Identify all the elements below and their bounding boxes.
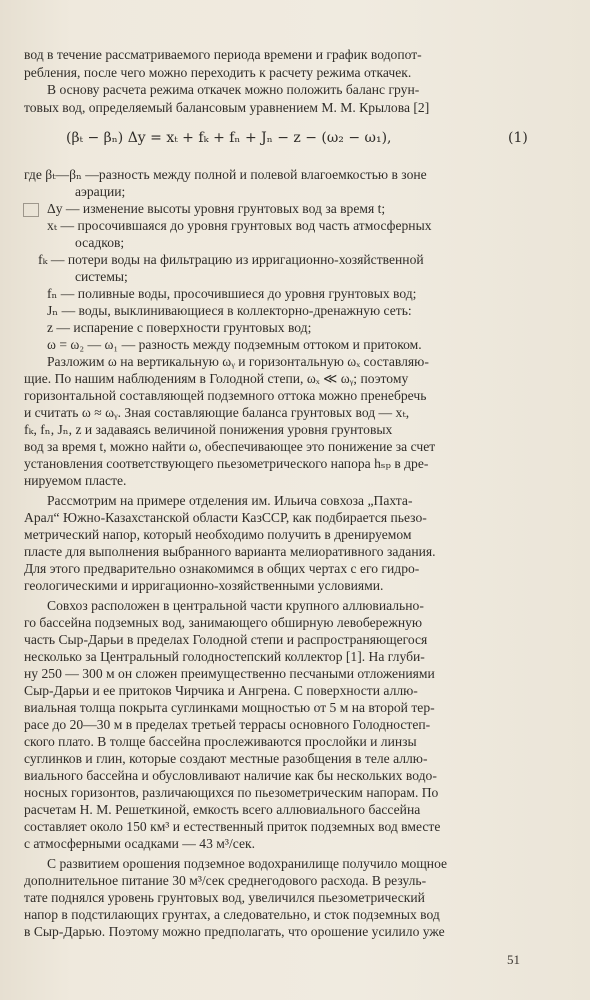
text-line: метрический напор, который необходимо получить в дренируемом — [24, 527, 412, 542]
text-line: напор в подстилающих грунтах, а следовательно, и сток подземных вод — [24, 907, 440, 922]
text-line: с атмосферными осадками — 43 м³/сек. — [24, 836, 255, 851]
text-line: расе до 20—30 м в пределах третьей террасы основного Голодностеп- — [24, 717, 431, 732]
text-line: расчетам Н. М. Решеткиной, емкость всего аллювиального бассейна — [24, 802, 421, 817]
text-line: вод за время t, можно найти ω, обеспечивающее это понижение за счет — [24, 439, 436, 454]
text-line: аэрации; — [75, 184, 126, 199]
text-line: где βₜ—βₙ —разность между полной и полевой влагоемкостью в зоне — [24, 167, 427, 182]
text-line: Сыр-Дарьи и ее притоков Чирчика и Ангрена. С поверхности аллю- — [24, 683, 418, 698]
text-line: виального бассейна и обусловливают наличие как бы нескольких водо- — [24, 768, 437, 783]
text-line: горизонтальной составляющей подземного оттока можно пренебречь — [24, 388, 427, 403]
text-line: тате поднялся уровень грунтовых вод, увеличился пьезометрический — [24, 890, 425, 905]
text-line: системы; — [75, 269, 128, 284]
balance-equation: (βₜ − βₙ) Δy = xₜ + fₖ + fₙ + Jₙ − z − (ω₂ − ω₁), — [66, 130, 392, 146]
text-line: С развитием орошения подземное водохранилище получило мощное — [47, 856, 448, 871]
text-line: щие. По нашим наблюдениям в Голодной степи, ωₓ ≪ ωᵧ; поэтому — [24, 371, 409, 386]
text-line: часть Сыр-Дарьи в пределах Голодной степи и распространяющегося — [24, 632, 428, 647]
text-line: Разложим ω на вертикальную ωᵧ и горизонтальную ωₓ составляю- — [47, 354, 429, 369]
text-line: дополнительное питание 30 м³/сек среднегодового расхода. В резуль- — [24, 873, 427, 888]
text-line: Совхоз расположен в центральной части крупного аллювиально- — [47, 598, 424, 613]
text-line: xₜ — просочившаяся до уровня грунтовых вод часть атмосферных — [47, 218, 432, 233]
text-line: В основу расчета режима откачек можно положить баланс грун- — [47, 82, 420, 97]
text-line: носных горизонтов, различающихся по пьезометрическим напорам. По — [24, 785, 439, 800]
text-line: в Сыр-Дарью. Поэтому можно предполагать, что орошение усилило уже — [24, 924, 445, 939]
text-line: товых вод, определяемый балансовым уравнением М. М. Крылова [2] — [24, 100, 430, 115]
text-line: ω = ω₂ — ω₁ — разность между подземным оттоком и притоком. — [47, 337, 422, 352]
text-line: установления соответствующего пьезометрического напора hₛₚ в дре- — [24, 456, 429, 471]
text-line: геологическими и ирригационно-хозяйственными условиями. — [24, 578, 384, 593]
text-line: Арал“ Южно-Казахстанской области КазССР, как подбирается пьезо- — [24, 510, 427, 525]
text-line: ну 250 — 300 м он сложен преимущественно песчаными отложениями — [24, 666, 435, 681]
text-line: составляет около 150 км³ и естественный приток подземных вод вместе — [24, 819, 441, 834]
text-line: вод в течение рассматриваемого периода времени и график водопот- — [24, 47, 422, 62]
text-line: z — испарение с поверхности грунтовых вод; — [47, 320, 312, 335]
text-line: ребления, после чего можно переходить к расчету режима откачек. — [24, 65, 412, 80]
page-number: 51 — [507, 952, 520, 967]
equation-number: (1) — [508, 130, 528, 146]
text-line: виальная толща покрыта суглинками мощностью от 5 м на второй тер- — [24, 700, 435, 715]
text-line: суглинков и глин, которые создают местные разобщения в теле аллю- — [24, 751, 428, 766]
text-line: и считать ω ≈ ωᵧ. Зная составляющие баланса грунтовых вод — xₜ, — [24, 405, 410, 420]
text-line: Для этого предварительно ознакомимся в общих чертах с его гидро- — [24, 561, 420, 576]
text-line: fₖ — потери воды на фильтрацию из ирригационно-хозяйственной — [38, 252, 424, 267]
text-line: Рассмотрим на примере отделения им. Ильича совхоза „Пахта- — [47, 493, 413, 508]
text-line: осадков; — [75, 235, 125, 250]
margin-mark — [23, 203, 39, 217]
text-line: Jₙ — воды, выклинивающиеся в коллекторно-дренажную сеть: — [47, 303, 412, 318]
text-line: fₙ — поливные воды, просочившиеся до уровня грунтовых вод; — [47, 286, 417, 301]
text-line: Δy — изменение высоты уровня грунтовых вод за время t; — [47, 201, 386, 216]
text-line: го бассейна подземных вод, занимающего обширную левобережную — [24, 615, 423, 630]
text-line: fₖ, fₙ, Jₙ, z и задаваясь величиной понижения уровня грунтовых — [24, 422, 393, 437]
text-line: пласте для выполнения выбранного варианта мелиоративного задания. — [24, 544, 436, 559]
text-line: нируемом пласте. — [24, 473, 127, 488]
text-line: ского плато. В толще бассейна прослеживаются прослойки и линзы — [24, 734, 417, 749]
text-line: несколько за Центральный голодностепский коллектор [1]. На глуби- — [24, 649, 425, 664]
